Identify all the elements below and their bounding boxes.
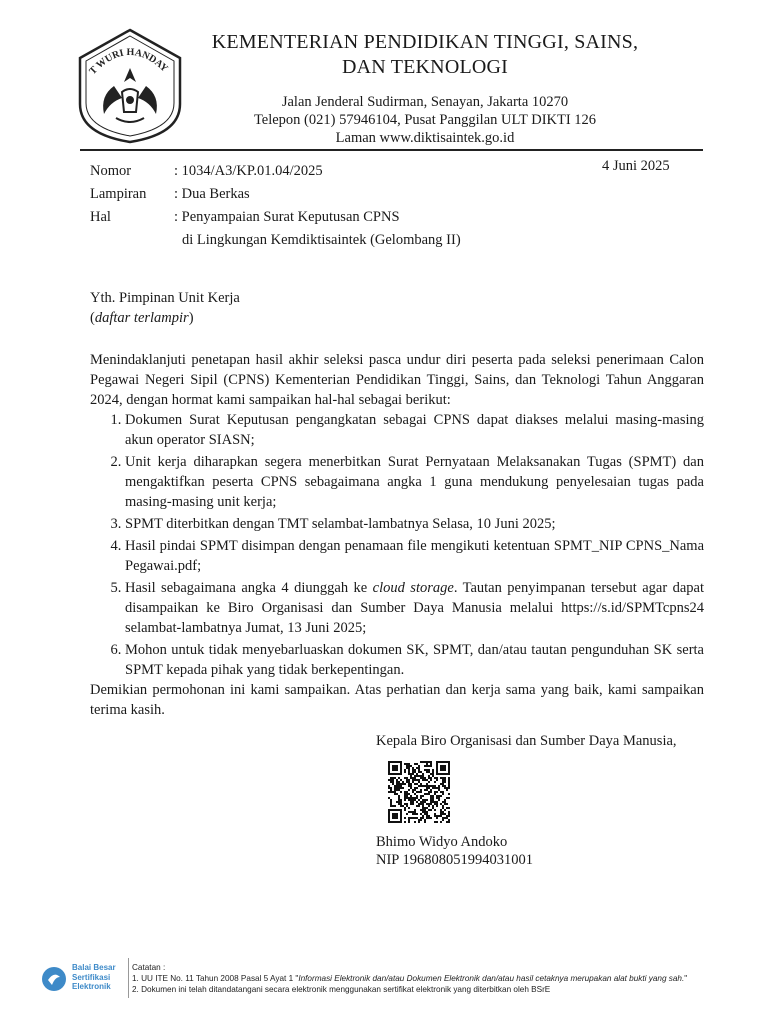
lampiran-label: Lampiran [90,186,147,202]
ministry-name [195,30,655,80]
recipient-line: Yth. Pimpinan Unit Kerja [90,290,240,306]
letter-body [90,350,704,682]
ministry-contact [195,93,655,147]
bsre-logo-icon [40,965,68,993]
svg-text:TUT WURI HANDAYANI [70,26,170,77]
list-item: 6. Mohon untuk tidak menyebarluaskan dokumen SK, SPMT, dan/atau tautan pengunduhan SK serta SPMT kepada pihak yang tidak berkepentingan. [125,640,704,680]
tut-wuri-handayani-logo [70,26,190,146]
phone-line: Telepon (021) 57946104, Pusat Panggilan ULT DIKTI 126 [253,112,597,128]
footer-notes [132,962,687,995]
footer-note-2: 2. Dokumen ini telah ditandatangani secara elektronik menggunakan sertifikat elektronik yang diterbitkan oleh BSrE [132,985,551,994]
ministry-name-line1: KEMENTERIAN PENDIDIKAN TINGGI, SAINS, [211,31,639,53]
list-item: 3. SPMT diterbitkan dengan TMT selambat-lambatnya Selasa, 10 Juni 2025; [125,514,704,534]
list-item: 1. Dokumen Surat Keputusan pengangkatan sebagai CPNS dapat diakses melalui masing-masing akun operator SIASN; [125,410,704,450]
bsre-name: Balai Besar Sertifikasi Elektronik [72,963,116,991]
footer-note-1: 1. UU ITE No. 11 Tahun 2008 Pasal 5 Ayat 1 "Informasi Elektronik dan/atau Dokumen Elektronik dan/atau hasil cetaknya merupakan alat bukti yang sah." [132,974,688,983]
letter-date: 4 Juni 2025 [602,158,670,174]
letter-meta [90,160,522,252]
nomor-value: : 1034/A3/KP.01.04/2025 [174,163,323,179]
hal-label: Hal [90,209,111,225]
ministry-name-line2: DAN TEKNOLOGI [341,56,509,78]
qr-code-signature [388,761,450,823]
signatory-nip: NIP 196808051994031001 [376,852,533,868]
hal-value: : Penyampaian Surat Keputusan CPNS [174,209,400,225]
signatory-title: Kepala Biro Organisasi dan Sumber Daya Manusia, [376,733,677,749]
recipient-note-italic: daftar terlampir [94,310,189,326]
website-line: Laman www.diktisaintek.go.id [335,130,515,146]
nomor-label: Nomor [90,163,132,179]
list-item: 5. Hasil sebagaimana angka 4 diunggah ke cloud storage. Tautan penyimpanan tersebut agar dapat disampaikan ke Biro Organisasi dan Sumber Daya Manusia melalui https://s.id/SPMTcpns24 selambat-lambatnya Jumat, 13 Juni 2025; [125,578,704,638]
signatory [376,833,533,869]
instruction-list [90,410,704,680]
closing-paragraph: Demikian permohonan ini kami sampaikan. Atas perhatian dan kerja sama yang baik, kami sampaikan terima kasih. [90,682,704,718]
footer-divider [128,958,129,998]
cloud-storage-term: cloud storage [372,580,454,596]
address-line: Jalan Jenderal Sudirman, Senayan, Jakarta 10270 [281,94,569,110]
logo-motto: T WURI HANDAY [87,46,170,77]
signatory-name: Bhimo Widyo Andoko [376,834,508,850]
list-item: 2. Unit kerja diharapkan segera menerbitkan Surat Pernyataan Melaksanakan Tugas (SPMT) dan mengaktifkan peserta CPNS sebagaimana angka 1 guna mendukung penyelesaian tugas pada masing-masing unit kerja; [125,452,704,512]
letterhead-divider [80,149,703,151]
lampiran-value: : Dua Berkas [174,186,250,202]
intro-paragraph: Menindaklanjuti penetapan hasil akhir seleksi pasca undur diri peserta pada seleksi penerimaan Calon Pegawai Negeri Sipil (CPNS) Kementerian Pendidikan Tinggi, Sains, dan Teknologi Tahun Anggaran 2024, dengan hormat kami sampaikan hal-hal sebagai berikut: [90,352,704,408]
footer-catatan: Catatan : [132,963,166,972]
recipient [90,288,240,328]
recipient-note: (daftar terlampir) [90,310,194,326]
list-item: 4. Hasil pindai SPMT disimpan dengan penamaan file mengikuti ketentuan SPMT_NIP CPNS_Nama Pegawai.pdf; [125,536,704,576]
hal-value-continued: di Lingkungan Kemdiktisaintek (Gelombang II) [182,232,461,248]
